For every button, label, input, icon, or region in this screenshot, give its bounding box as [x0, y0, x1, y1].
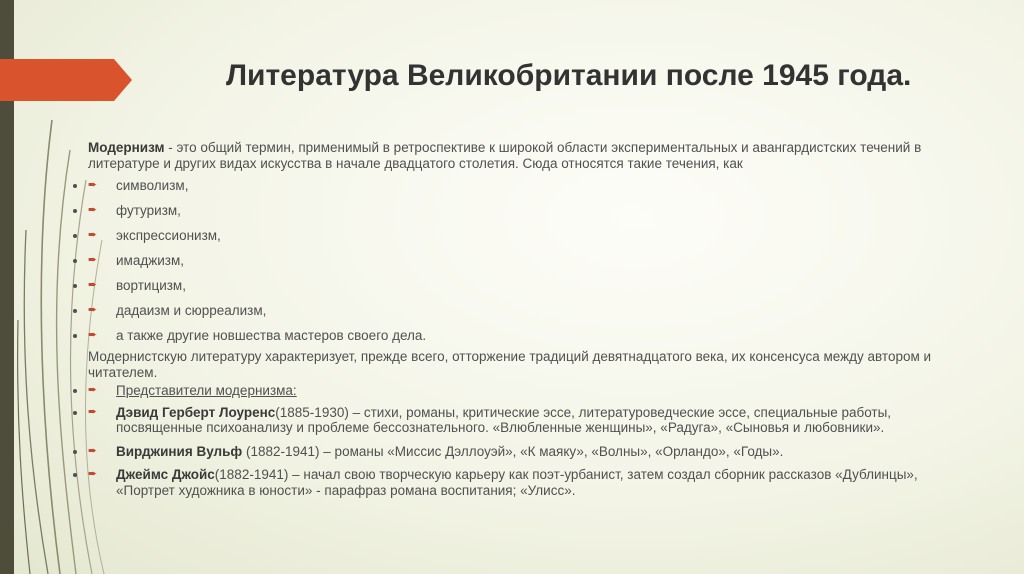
arrow-bullet-icon: • ➨: [88, 279, 98, 291]
author-name: Джеймс Джойс: [116, 467, 215, 482]
intro-paragraph: [88, 140, 978, 171]
author-name: Вирджиния Вульф: [116, 443, 243, 459]
intro-term: Модернизм: [88, 140, 165, 155]
list-item: • ➨ дадаизм и сюрреализм,: [88, 303, 978, 328]
intro-text: - это общий термин, применимый в ретроспективе к широкой области экспериментальных и авангардистских течений в литературе и других видах искусства в начале двадцатого столетия. Сюда относятся такие течения, как: [88, 140, 922, 171]
arrow-bullet-icon: • ➨: [88, 405, 98, 418]
representatives-heading-item: [88, 383, 978, 399]
arrow-bullet-icon: • ➨: [88, 468, 98, 480]
slide-content: [88, 140, 978, 506]
characterization-paragraph: Модернистскую литературу характеризует, прежде всего, отторжение традиций девятнадцатого века, их консенсуса между автором и читателем.: [88, 349, 932, 380]
arrow-bullet-icon: • ➨: [88, 229, 98, 241]
representatives-list: [88, 383, 978, 498]
list-item: • ➨ имаджизм,: [88, 253, 978, 278]
page-title: Литература Великобритании после 1945 года.: [226, 59, 912, 92]
list-item: • ➨ символизм,: [88, 178, 978, 203]
arrow-bullet-icon: • ➨: [88, 384, 98, 396]
list-item: • ➨ футуризм,: [88, 203, 978, 228]
movements-list: [88, 178, 978, 353]
arrow-bullet-icon: • ➨: [88, 179, 98, 191]
list-item: • ➨ вортицизм,: [88, 278, 978, 303]
representatives-heading: Представители модернизма:: [116, 383, 297, 398]
list-item: • ➨ а также другие новшества мастеров своего дела.: [88, 328, 978, 353]
arrow-bullet-icon: • ➨: [88, 204, 98, 216]
arrow-bullet-icon: • ➨: [88, 329, 98, 341]
list-item: • ➨ Дэвид Герберт Лоуренс(1885-1930) – стихи, романы, критические эссе, литературоведческие эссе, специальные работы, посвященные психоанализу и проблеме бессознательного. «Влюбленные женщины», «Радуга», «Сыновья и любовники».: [88, 405, 978, 436]
list-item: • ➨ экспрессионизм,: [88, 228, 978, 253]
arrow-bullet-icon: • ➨: [88, 254, 98, 266]
list-item: • ➨ Джеймс Джойс(1882-1941) – начал свою творческую карьеру как поэт-урбанист, затем создал сборник рассказов «Дублинцы», «Портрет художника в юности» - парафраз романа воспитания; «Улисс».: [88, 467, 978, 498]
author-name: Дэвид Герберт Лоуренс: [116, 404, 276, 420]
arrow-bullet-icon: • ➨: [88, 444, 98, 457]
arrow-bullet-icon: • ➨: [88, 304, 98, 316]
list-item: • ➨ Вирджиния Вульф (1882-1941) – романы «Миссис Дэллоуэй», «К маяку», «Волны», «Орландо», «Годы».: [88, 444, 978, 460]
title-accent-arrow: [0, 59, 132, 101]
